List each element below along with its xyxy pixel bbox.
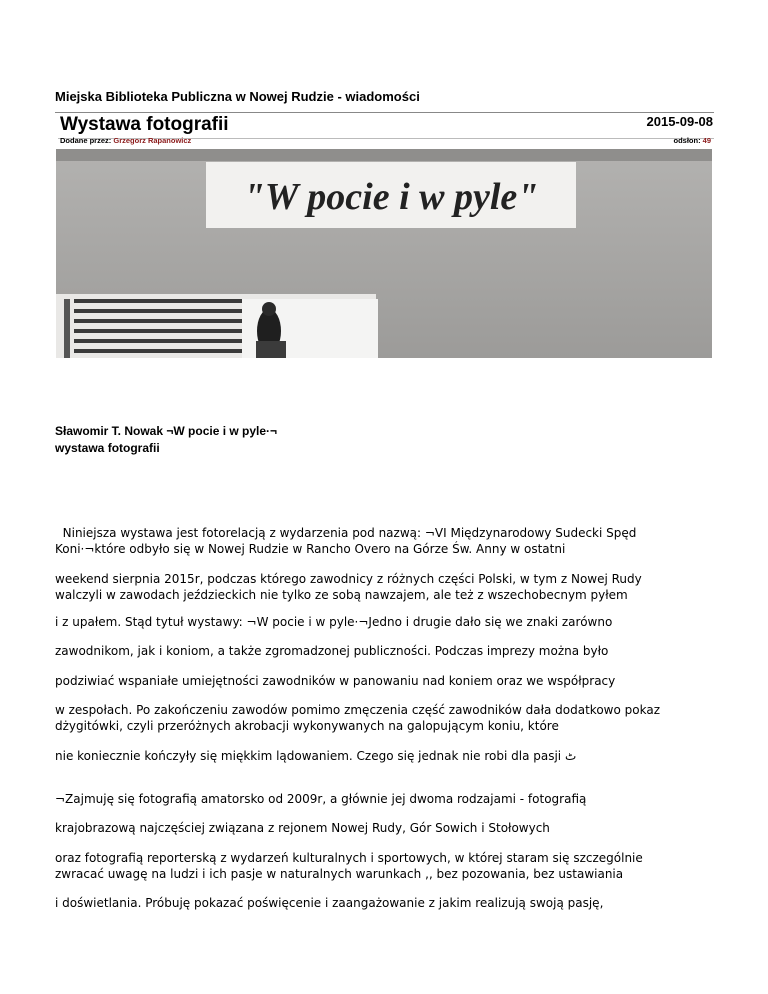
article-date: 2015-09-08 bbox=[646, 114, 713, 129]
body-line: krajobrazową najczęściej związana z rejonem Nowej Rudy, Gór Sowich i Stołowych bbox=[55, 821, 550, 835]
article-title: Wystawa fotografii bbox=[60, 114, 229, 135]
body-line: zwracać uwagę na ludzi i ich pasje w naturalnych warunkach ‚‚ bez pozowania, bez ustawiania bbox=[55, 867, 624, 881]
author-name[interactable]: Grzegorz Rapanowicz bbox=[113, 136, 192, 145]
body-line: Koni·¬które odbyło się w Nowej Rudzie w Rancho Overo na Górze Św. Anny w ostatni bbox=[55, 542, 566, 556]
author-meta bbox=[60, 136, 191, 145]
body-line: weekend sierpnia 2015r, podczas którego zawodnicy z różnych części Polski, w tym z Nowej Rudy bbox=[55, 572, 642, 586]
author-label: Dodane przez: bbox=[60, 136, 112, 145]
body-line: dżygitówki, czyli przeróżnych akrobacji wykonywanych na galopującym koniu, które bbox=[55, 719, 559, 733]
body-line: i doświetlania. Próbuję pokazać poświęcenie i zaangażowanie z jakim realizują swoją pasję, bbox=[55, 896, 604, 910]
photo-caption bbox=[55, 423, 277, 457]
views-meta bbox=[673, 136, 711, 145]
views-count: 49 bbox=[702, 136, 711, 145]
caption-line-2: wystawa fotografii bbox=[55, 441, 160, 455]
body-line: nie koniecznie kończyły się miękkim lądowaniem. Czego się jednak nie robi dla pasji ٹ bbox=[55, 749, 577, 763]
body-line: walczyli w zawodach jeździeckich nie tylko ze sobą nawzajem, ale też z wszechobecnym pyłem bbox=[55, 588, 628, 602]
article-photo bbox=[56, 149, 712, 358]
caption-line-1: Sławomir T. Nowak ¬W pocie i w pyle·¬ bbox=[55, 424, 278, 438]
header-divider bbox=[55, 112, 714, 113]
views-label: odsłon: bbox=[673, 136, 701, 145]
body-line: podziwiać wspaniałe umiejętności zawodników w panowaniu nad koniem oraz we współpracy bbox=[55, 674, 616, 688]
body-line: zawodnikom, jak i koniom, a także zgromadzonej publiczności. Podczas imprezy można było bbox=[55, 644, 609, 658]
body-line: i z upałem. Stąd tytuł wystawy: ¬W pocie i w pyle·¬Jedno i drugie dało się we znaki zarówno bbox=[55, 615, 613, 629]
body-line: Niniejsza wystawa jest fotorelacją z wydarzenia pod nazwą: ¬VI Międzynarodowy Sudecki Spęd bbox=[55, 526, 637, 540]
body-line: oraz fotografią reporterską z wydarzeń kulturalnych i sportowych, w której staram się szczególnie bbox=[55, 851, 643, 865]
body-line: ¬Zajmuję się fotografią amatorsko od 2009r, a głównie jej dwoma rodzajami - fotografią bbox=[55, 792, 587, 806]
site-header: Miejska Biblioteka Publiczna w Nowej Rudzie - wiadomości bbox=[55, 89, 420, 104]
body-line: w zespołach. Po zakończeniu zawodów pomimo zmęczenia część zawodników dała dodatkowo pokaz bbox=[55, 703, 660, 717]
photo-sign-text: "W pocie i w pyle" bbox=[243, 176, 539, 218]
